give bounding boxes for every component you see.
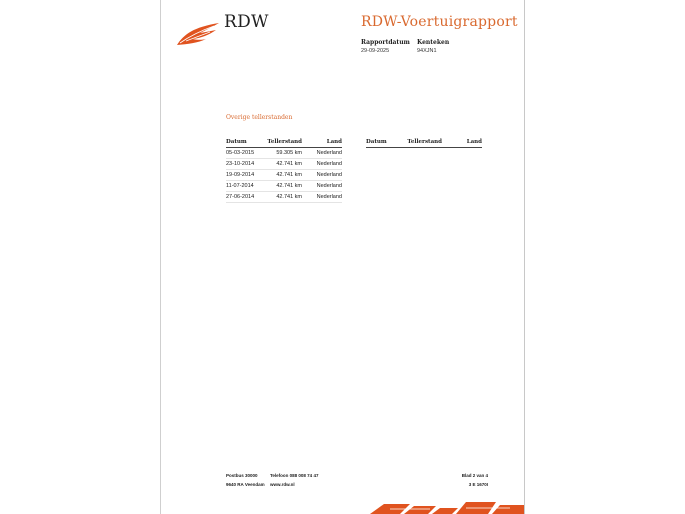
cell-date: 19-09-2014 xyxy=(226,170,266,181)
report-date-label: Rapportdatum xyxy=(361,39,410,46)
cell-odometer: 42.741 km xyxy=(266,192,302,203)
footer-website: www.rdw.nl xyxy=(270,482,295,487)
table-row xyxy=(226,159,342,170)
footer-page-number: Blad 2 van 4 xyxy=(461,473,488,478)
page-edge-left xyxy=(160,0,161,514)
section-title: Overige tellerstanden xyxy=(226,114,293,121)
column-header-country: Land xyxy=(442,138,482,148)
cell-country: Nederland xyxy=(302,181,342,192)
footer-address-line2: 9640 RA Veendam xyxy=(226,482,265,487)
page-edge-right xyxy=(524,0,525,514)
column-header-date: Datum xyxy=(366,138,406,148)
cell-date: 27-06-2014 xyxy=(226,192,266,203)
column-header-odometer: Tellerstand xyxy=(406,138,442,148)
table-row xyxy=(226,192,342,203)
brand-name: RDW xyxy=(224,12,269,32)
cell-date: 05-03-2015 xyxy=(226,148,266,159)
odometer-table-right xyxy=(366,138,482,148)
cell-country: Nederland xyxy=(302,159,342,170)
report-date-value: 29-09-2025 xyxy=(361,48,390,54)
cell-odometer: 59.305 km xyxy=(266,148,302,159)
table-row xyxy=(226,170,342,181)
footer-address-line1: Postbus 30000 xyxy=(226,473,258,478)
rdw-logo-icon xyxy=(176,22,220,46)
cell-odometer: 42.741 km xyxy=(266,181,302,192)
table-header-row xyxy=(366,138,482,148)
odometer-table-left xyxy=(226,138,342,203)
column-header-country: Land xyxy=(302,138,342,148)
footer-code: 3 E 1670I xyxy=(468,482,488,487)
plate-label: Kenteken xyxy=(417,39,450,46)
table-header-row xyxy=(226,138,342,148)
column-header-odometer: Tellerstand xyxy=(266,138,302,148)
cell-country: Nederland xyxy=(302,148,342,159)
footer-stripes-icon xyxy=(370,502,524,514)
plate-value: 94XJN1 xyxy=(417,48,437,54)
cell-date: 23-10-2014 xyxy=(226,159,266,170)
cell-odometer: 42.741 km xyxy=(266,159,302,170)
column-header-date: Datum xyxy=(226,138,266,148)
cell-odometer: 42.741 km xyxy=(266,170,302,181)
cell-country: Nederland xyxy=(302,170,342,181)
table-row xyxy=(226,181,342,192)
report-title: RDW-Voertuigrapport xyxy=(361,14,518,30)
footer-phone: Telefoon 088 008 74 47 xyxy=(270,473,319,478)
cell-date: 11-07-2014 xyxy=(226,181,266,192)
table-row xyxy=(226,148,342,159)
cell-country: Nederland xyxy=(302,192,342,203)
